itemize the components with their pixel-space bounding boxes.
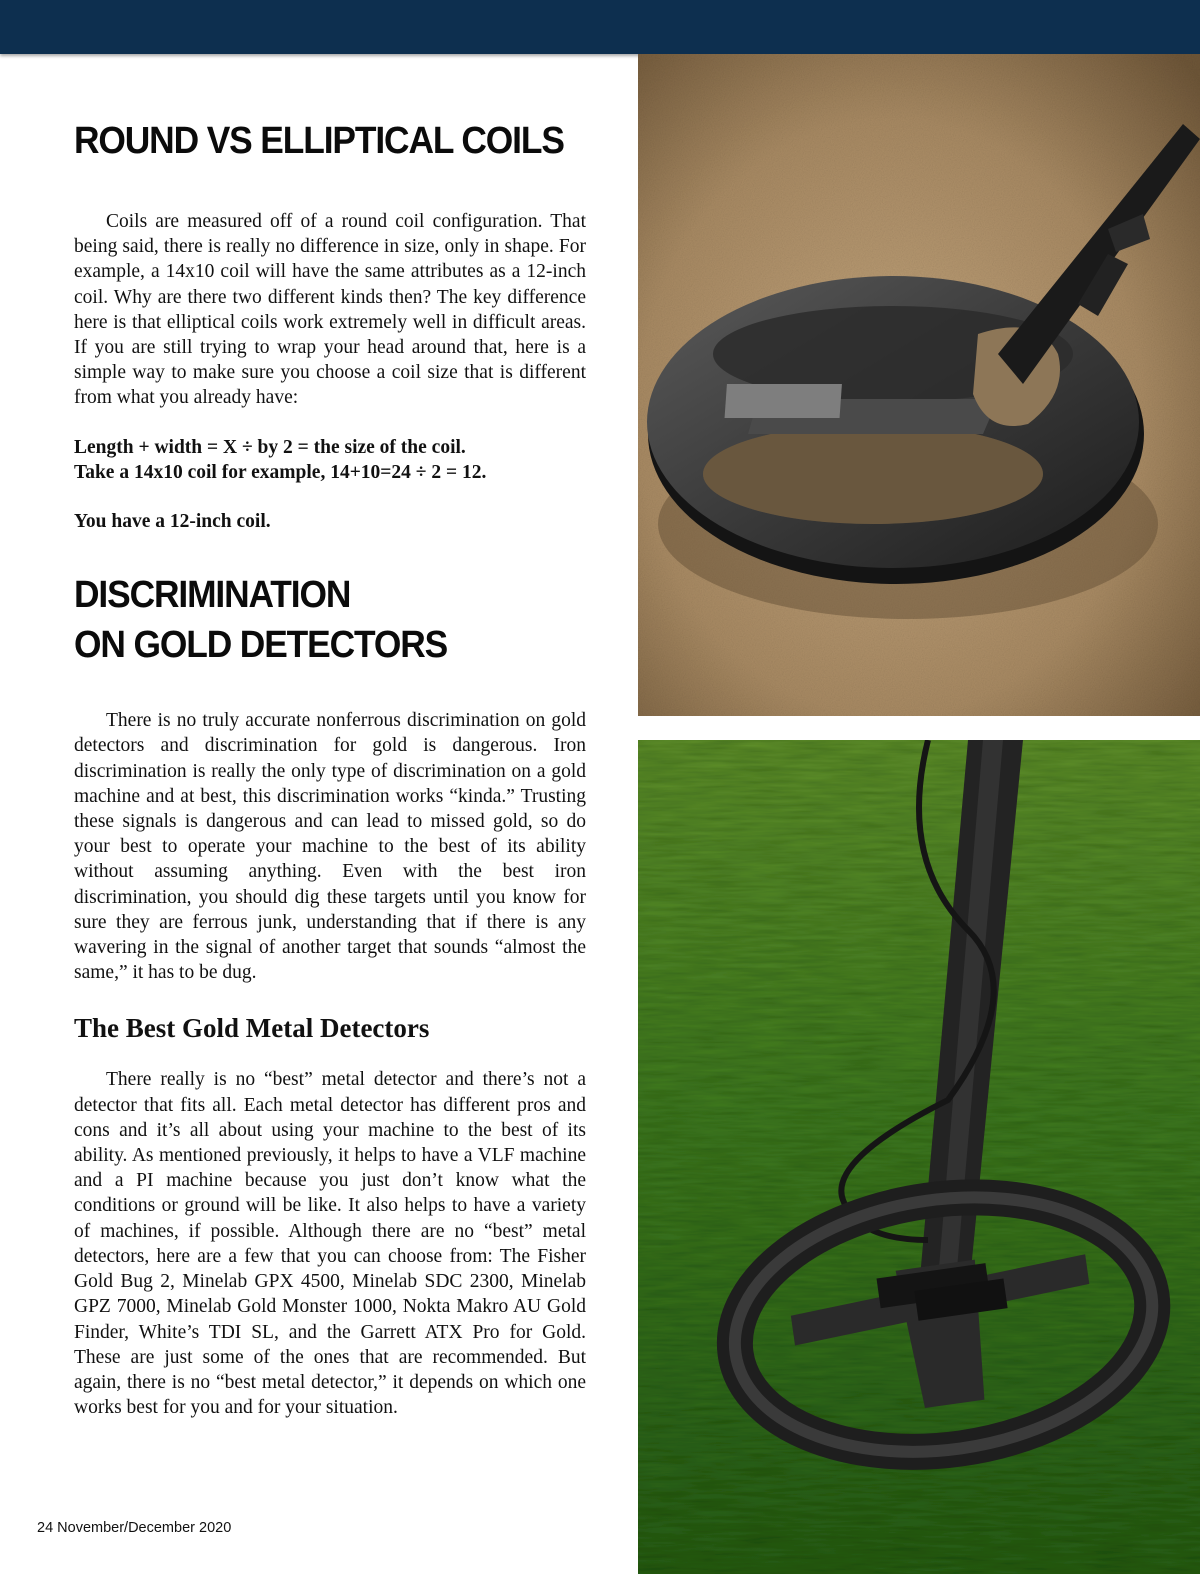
section-title-discrimination bbox=[74, 570, 550, 670]
photo-elliptical-coil-grass bbox=[638, 740, 1200, 1574]
paragraph-best-detectors: There really is no “best” metal detector and there’s not a detector that fits all. Each metal detector has different pros and cons and it’s all about using your machine to the best of its ability. As mentioned previously, it helps to have a VLF machine and a PI machine because you just don’t know what the conditions or ground will be like. It also helps to have a variety of machines, if possible. Although there are no “best” metal detectors, here are a few that you can choose from: The Fisher Gold Bug 2, Minelab GPX 4500, Minelab SDC 2300, Minelab GPZ 7000, Minelab Gold Monster 1000, Nokta Makro AU Gold Finder, White’s TDI SL, and the Garrett ATX Pro for Gold. These are just some of the ones that are recommended. But again, there is no “best metal detector,” it depends on which one works best for you and for your situation. bbox=[74, 1069, 586, 1419]
section-title-coils: ROUND VS ELLIPTICAL COILS bbox=[74, 120, 564, 162]
formula-line-1: Length + width = X ÷ by 2 = the size of the coil. bbox=[74, 436, 466, 458]
paragraph-discrimination: There is no truly accurate nonferrous discrimination on gold detectors and discrimination for gold is dangerous. Iron discrimination is really the only type of discrimination on a gold machine and at best, this discrimination works “kinda.” Trusting these signals is dangerous and can lead to missed gold, so do your best to operate your machine to the best of its ability without assuming anything. Even with the best iron discrimination, you should dig these targets until you know for sure they are ferrous junk, understanding that if there is any wavering in the signal of another target that sounds “almost the same,” it has to be dug. bbox=[74, 710, 586, 984]
title-line-1: DISCRIMINATION bbox=[74, 574, 351, 617]
page-footer bbox=[37, 1520, 231, 1536]
page-number: 24 bbox=[37, 1520, 54, 1536]
title-line-2: ON GOLD DETECTORS bbox=[74, 624, 448, 667]
article-column bbox=[74, 54, 586, 1420]
photo-round-coil-sand bbox=[638, 54, 1200, 716]
paragraph-coils: Coils are measured off of a round coil configuration. That being said, there is really no difference in size, only in shape. For example, a 14x10 coil will have the same attributes as a 12-inch coil. Why are there two different kinds then? The key difference here is that elliptical coils work extremely well in difficult areas. If you are still trying to wrap your head around that, here is a simple way to make sure you choose a coil size that is different from what you already have: bbox=[74, 211, 586, 409]
formula-line-2: Take a 14x10 coil for example, 14+10=24 ÷ 2 = 12. bbox=[74, 461, 487, 483]
issue-date: November/December 2020 bbox=[57, 1520, 232, 1536]
subheading-best-detectors: The Best Gold Metal Detectors bbox=[74, 1013, 430, 1044]
header-bar bbox=[0, 0, 1200, 54]
coil-result: You have a 12-inch coil. bbox=[74, 511, 271, 533]
